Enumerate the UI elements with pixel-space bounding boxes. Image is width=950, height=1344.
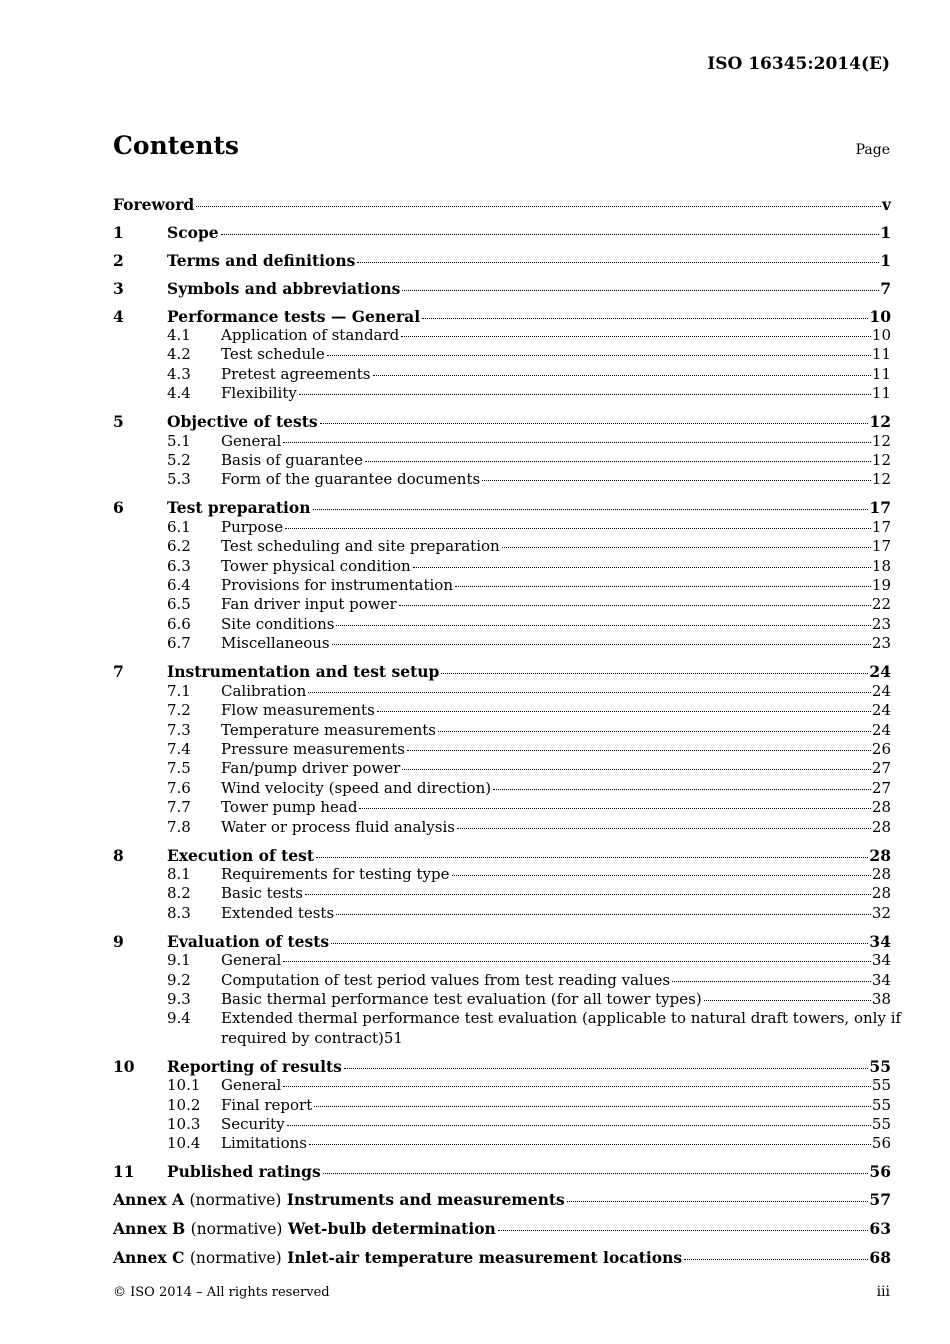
toc-entry-page: 1	[880, 222, 891, 242]
toc-entry-page: 28	[871, 817, 891, 836]
toc-entry-title: Fan/pump driver power	[221, 759, 401, 778]
toc-entry-page: 55	[871, 1115, 891, 1133]
toc-entry-number: 6.4	[167, 576, 191, 595]
toc-entry-number: 9.4	[167, 1009, 191, 1028]
toc-entry-number: 9.1	[167, 951, 191, 970]
toc-entry-number: 5.2	[167, 451, 191, 470]
page-number: iii	[876, 1284, 890, 1300]
toc-entry-clause[interactable]	[113, 251, 891, 270]
dot-leader	[336, 914, 871, 915]
toc-entry-page: 12	[871, 431, 891, 450]
toc-entry-title: Wet-bulb determination	[287, 1219, 496, 1239]
toc-entry-number: 10	[113, 1056, 135, 1076]
toc-entry-number: 10.4	[167, 1134, 201, 1153]
document-code: ISO 16345:2014(E)	[707, 54, 890, 74]
toc-entry-subclause[interactable]	[113, 384, 891, 403]
toc-entry-title: General	[221, 431, 282, 450]
toc-entry-title: Temperature measurements	[221, 720, 436, 739]
toc-entry-page: 24	[871, 701, 891, 720]
dot-leader	[704, 1000, 871, 1001]
toc-entry-subclause[interactable]	[113, 759, 891, 778]
toc-entry-number: 6.3	[167, 556, 191, 575]
toc-entry-number: 1	[113, 222, 124, 242]
toc-entry-title: Tower physical condition	[221, 556, 411, 575]
toc-entry-title: Tower pump head	[221, 798, 358, 817]
dot-leader	[567, 1201, 869, 1202]
toc-entry-title: Basic thermal performance test evaluation (for all tower types)	[221, 989, 702, 1008]
toc-entry-annex[interactable]	[113, 1248, 891, 1268]
toc-entry-subclause[interactable]	[113, 721, 891, 740]
toc-entry-title: Execution of test	[167, 845, 314, 865]
toc-entry-page: 12	[871, 451, 891, 470]
toc-entry-number: 10.1	[167, 1076, 201, 1095]
dot-leader	[331, 943, 868, 944]
contents-heading: Contents	[113, 131, 240, 160]
toc-entry-subclause[interactable]	[113, 1115, 891, 1134]
toc-entry-clause[interactable]	[113, 932, 891, 951]
toc-entry-number: 8.2	[167, 884, 191, 903]
toc-annex-heading	[113, 1219, 496, 1239]
toc-entry-subclause[interactable]	[113, 537, 891, 556]
toc-entry-page: 17	[871, 537, 891, 556]
toc-entry-title: Test schedule	[221, 345, 325, 364]
dot-leader	[309, 1144, 871, 1145]
toc-entry-subclause[interactable]	[113, 701, 891, 720]
toc-entry-page: 11	[871, 364, 891, 383]
copyright-notice: © ISO 2014 – All rights reserved	[113, 1285, 330, 1300]
toc-entry-number: 10.2	[167, 1095, 201, 1114]
dot-leader	[308, 692, 871, 693]
toc-entry-subclause[interactable]	[113, 326, 891, 345]
dot-leader	[299, 394, 871, 395]
toc-entry-title: Performance tests — General	[167, 306, 421, 326]
toc-entry-clause[interactable]	[113, 1162, 891, 1181]
dot-leader	[498, 1230, 869, 1231]
toc-entry-number: 7.6	[167, 778, 191, 797]
toc-entry-page: 10	[871, 326, 891, 344]
dot-leader	[502, 547, 871, 548]
toc-entry-page: 38	[871, 989, 891, 1008]
toc-entry-title: Published ratings	[167, 1162, 321, 1182]
toc-entry-subclause[interactable]	[113, 518, 891, 537]
dot-leader	[313, 509, 869, 510]
toc-entry-page: 34	[869, 931, 891, 951]
toc-entry-subclause[interactable]	[113, 615, 891, 634]
dot-leader	[316, 857, 868, 858]
toc-entry-page: 17	[871, 517, 891, 536]
dot-leader	[327, 355, 871, 356]
dot-leader	[196, 206, 881, 207]
toc-entry-subclause[interactable]	[113, 951, 891, 970]
toc-entry-page: 23	[871, 614, 891, 633]
toc-entry-number: 6.2	[167, 537, 191, 556]
toc-entry-page: 23	[871, 634, 891, 653]
toc-entry-number: 4.4	[167, 384, 191, 403]
toc-entry-subclause[interactable]	[113, 345, 891, 364]
toc-entry-title: Objective of tests	[167, 412, 318, 432]
toc-entry-page: 55	[869, 1056, 891, 1076]
dot-leader	[402, 290, 879, 291]
toc-entry-title: Provisions for instrumentation	[221, 576, 454, 595]
toc-entry-page: 24	[869, 662, 891, 682]
dot-leader	[287, 1125, 871, 1126]
toc-entry-title: Instrumentation and test setup	[167, 662, 440, 682]
toc-entry-subclause[interactable]	[113, 557, 891, 576]
toc-entry-number: 4.2	[167, 345, 191, 364]
toc-entry-title: Wind velocity (speed and direction)	[221, 778, 492, 797]
toc-entry-title: Flexibility	[221, 384, 297, 403]
dot-leader	[493, 789, 871, 790]
toc-entry-title: Test preparation	[167, 498, 311, 518]
toc-entry-clause[interactable]	[113, 846, 891, 865]
toc-entry-page: 51	[383, 1028, 403, 1047]
toc-entry-page: 57	[869, 1190, 891, 1210]
toc-entry-subclause[interactable]	[113, 576, 891, 595]
toc-entry-title: Requirements for testing type	[221, 864, 450, 883]
dot-leader	[373, 375, 871, 376]
annex-normative-tag: (normative)	[189, 1249, 282, 1268]
toc-entry-page: 68	[869, 1248, 891, 1268]
toc-entry-title: Flow measurements	[221, 701, 375, 720]
toc-entry-title: Pressure measurements	[221, 739, 405, 758]
dot-leader	[314, 1106, 871, 1107]
toc-entry-page: 27	[871, 778, 891, 797]
toc-entry-page: 55	[871, 1076, 891, 1095]
toc-entry-clause[interactable]	[113, 662, 891, 681]
dot-leader	[336, 625, 870, 626]
toc-entry-foreword[interactable]	[113, 195, 891, 214]
dot-leader	[457, 828, 871, 829]
toc-entry-number: 5.3	[167, 470, 191, 489]
toc-entry-page: 10	[869, 306, 891, 326]
toc-entry-page: 26	[871, 739, 891, 758]
toc-entry-title: Evaluation of tests	[167, 931, 330, 951]
dot-leader	[402, 769, 871, 770]
toc-entry-page: 63	[869, 1219, 891, 1239]
toc-entry-page: 1	[880, 250, 891, 270]
dot-leader	[305, 894, 871, 895]
toc-entry-subclause[interactable]	[113, 884, 891, 903]
toc-entry-number: 6	[113, 498, 124, 518]
toc-entry-title: Form of the guarantee documents	[221, 470, 481, 489]
toc-entry-number: 7.7	[167, 798, 191, 817]
toc-entry-title: Symbols and abbreviations	[167, 278, 401, 298]
toc-entry-number: 7.1	[167, 681, 191, 700]
toc-entry-title: Reporting of results	[167, 1056, 342, 1076]
annex-label: Annex A	[113, 1190, 185, 1210]
dot-leader	[357, 262, 879, 263]
toc-entry-title: Computation of test period values from test reading values	[221, 970, 671, 989]
toc-entry-title: Test scheduling and site preparation	[221, 537, 500, 556]
toc-entry-subclause[interactable]	[113, 971, 891, 990]
toc-entry-title: Miscellaneous	[221, 634, 330, 653]
toc-entry-subclause[interactable]	[113, 1134, 891, 1153]
dot-leader	[283, 1086, 871, 1087]
dot-leader	[455, 586, 871, 587]
toc-entry-subclause[interactable]	[113, 798, 891, 817]
toc-entry-number: 6.1	[167, 517, 191, 536]
toc-entry-title: Calibration	[221, 681, 307, 700]
toc-entry-number: 7	[113, 662, 124, 682]
toc-entry-page: 28	[871, 798, 891, 817]
toc-entry-title: Extended tests	[221, 903, 335, 922]
toc-entry-number: 8	[113, 845, 124, 865]
dot-leader	[365, 461, 871, 462]
page-column-label: Page	[855, 142, 890, 158]
toc-entry-title: Scope	[167, 222, 219, 242]
dot-leader	[283, 961, 871, 962]
toc-entry-page: 24	[871, 681, 891, 700]
toc-entry-page: 22	[871, 595, 891, 614]
dot-leader	[283, 442, 871, 443]
toc-entry-title: Foreword	[113, 194, 195, 214]
toc-entry-page: 24	[871, 720, 891, 739]
toc-entry-number: 4	[113, 306, 124, 326]
toc-entry-page: v	[881, 194, 891, 214]
dot-leader	[359, 808, 870, 809]
table-of-contents	[113, 186, 902, 1269]
toc-entry-page: 7	[880, 278, 891, 298]
dot-leader	[320, 423, 869, 424]
toc-entry-title: Final report	[221, 1095, 313, 1114]
toc-entry-subclause[interactable]	[113, 682, 891, 701]
toc-entry-page: 27	[871, 759, 891, 778]
toc-entry-title: Limitations	[221, 1134, 307, 1153]
dot-leader	[344, 1068, 869, 1069]
toc-entry-title: General	[221, 951, 282, 970]
dot-leader	[377, 711, 871, 712]
toc-entry-number: 11	[113, 1162, 135, 1182]
dot-leader	[441, 673, 868, 674]
toc-entry-title: Pretest agreements	[221, 364, 371, 383]
toc-entry-title: Basis of guarantee	[221, 451, 364, 470]
toc-entry-clause[interactable]	[113, 1057, 891, 1076]
dot-leader	[422, 318, 868, 319]
toc-entry-title: Inlet-air temperature measurement locations	[287, 1248, 683, 1268]
toc-entry-subclause[interactable]	[113, 432, 891, 451]
toc-entry-title: Fan driver input power	[221, 595, 397, 614]
toc-entry-number: 7.3	[167, 720, 191, 739]
toc-entry-number: 4.1	[167, 326, 191, 344]
toc-annex-heading	[113, 1248, 682, 1268]
toc-entry-page: 32	[871, 903, 891, 922]
annex-label: Annex B	[113, 1219, 186, 1239]
toc-entry-title-continued: required by contract)	[221, 1028, 384, 1047]
toc-entry-page: 34	[871, 970, 891, 989]
toc-entry-number: 6.7	[167, 634, 191, 653]
toc-entry-number: 10.3	[167, 1115, 201, 1133]
toc-entry-title: Purpose	[221, 517, 284, 536]
toc-entry-number: 8.3	[167, 903, 191, 922]
annex-normative-tag: (normative)	[190, 1220, 283, 1239]
toc-entry-title: Terms and definitions	[167, 250, 356, 270]
toc-entry-subclause[interactable]	[113, 818, 891, 837]
dot-leader	[323, 1173, 869, 1174]
dot-leader	[285, 528, 871, 529]
toc-entry-page: 19	[871, 576, 891, 595]
toc-entry-clause[interactable]	[113, 279, 891, 298]
toc-entry-page: 18	[871, 556, 891, 575]
dot-leader	[221, 234, 880, 235]
toc-entry-title: Site conditions	[221, 614, 335, 633]
toc-entry-subclause[interactable]	[113, 1096, 891, 1115]
toc-entry-number: 5	[113, 412, 124, 432]
toc-entry-number: 7.5	[167, 759, 191, 778]
toc-entry-annex[interactable]	[113, 1219, 891, 1239]
toc-entry-subclause[interactable]	[113, 865, 891, 884]
annex-label: Annex C	[113, 1248, 185, 1268]
toc-entry-subclause[interactable]	[113, 470, 891, 489]
toc-entry-subclause[interactable]	[113, 1009, 902, 1048]
toc-entry-number: 3	[113, 278, 124, 298]
toc-entry-clause[interactable]	[113, 307, 891, 326]
dot-leader	[438, 731, 871, 732]
toc-entry-subclause[interactable]	[113, 740, 891, 759]
toc-entry-number: 5.1	[167, 431, 191, 450]
dot-leader	[684, 1259, 868, 1260]
toc-entry-number: 9.2	[167, 970, 191, 989]
toc-annex-heading	[113, 1190, 565, 1210]
dot-leader	[399, 605, 871, 606]
toc-entry-number: 7.4	[167, 739, 191, 758]
annex-normative-tag: (normative)	[189, 1191, 282, 1210]
toc-entry-title: General	[221, 1076, 282, 1095]
toc-entry-number: 7.2	[167, 701, 191, 720]
toc-entry-subclause[interactable]	[113, 779, 891, 798]
toc-entry-subclause[interactable]	[113, 365, 891, 384]
toc-entry-page: 11	[871, 384, 891, 403]
toc-entry-number: 9	[113, 931, 124, 951]
toc-entry-page: 17	[869, 498, 891, 518]
toc-entry-page: 12	[871, 470, 891, 489]
toc-entry-title: Basic tests	[221, 884, 303, 903]
toc-entry-subclause[interactable]	[113, 904, 891, 923]
toc-entry-subclause[interactable]	[113, 1076, 891, 1095]
toc-entry-subclause[interactable]	[113, 595, 891, 614]
toc-entry-page: 28	[869, 845, 891, 865]
toc-entry-page: 56	[871, 1134, 891, 1153]
dot-leader	[482, 480, 871, 481]
toc-entry-number: 7.8	[167, 817, 191, 836]
toc-entry-page: 12	[869, 412, 891, 432]
toc-entry-title: Extended thermal performance test evaluation (applicable to natural draft towers, only if	[221, 1009, 902, 1028]
dot-leader	[413, 567, 871, 568]
toc-entry-subclause[interactable]	[113, 451, 891, 470]
toc-entry-annex[interactable]	[113, 1190, 891, 1210]
toc-entry-number: 6.6	[167, 614, 191, 633]
toc-entry-page: 11	[871, 345, 891, 364]
toc-entry-page: 56	[869, 1162, 891, 1182]
toc-entry-number: 4.3	[167, 364, 191, 383]
toc-entry-number: 9.3	[167, 989, 191, 1008]
toc-entry-number: 2	[113, 250, 124, 270]
dot-leader	[672, 981, 871, 982]
toc-entry-title: Instruments and measurements	[286, 1190, 565, 1210]
toc-entry-clause[interactable]	[113, 412, 891, 431]
dot-leader	[407, 750, 871, 751]
toc-entry-page: 28	[871, 884, 891, 903]
dot-leader	[452, 875, 871, 876]
toc-entry-page: 28	[871, 864, 891, 883]
toc-entry-page: 55	[871, 1095, 891, 1114]
toc-entry-page: 34	[871, 951, 891, 970]
toc-entry-title: Water or process fluid analysis	[221, 817, 455, 836]
toc-entry-clause[interactable]	[113, 223, 891, 242]
toc-entry-clause[interactable]	[113, 498, 891, 517]
dot-leader	[332, 644, 871, 645]
toc-entry-title: Security	[221, 1115, 285, 1133]
toc-entry-title: Application of standard	[221, 326, 400, 344]
dot-leader	[401, 336, 871, 337]
toc-entry-subclause[interactable]	[113, 990, 891, 1009]
toc-entry-subclause[interactable]	[113, 634, 891, 653]
toc-entry-number: 8.1	[167, 864, 191, 883]
toc-entry-number: 6.5	[167, 595, 191, 614]
